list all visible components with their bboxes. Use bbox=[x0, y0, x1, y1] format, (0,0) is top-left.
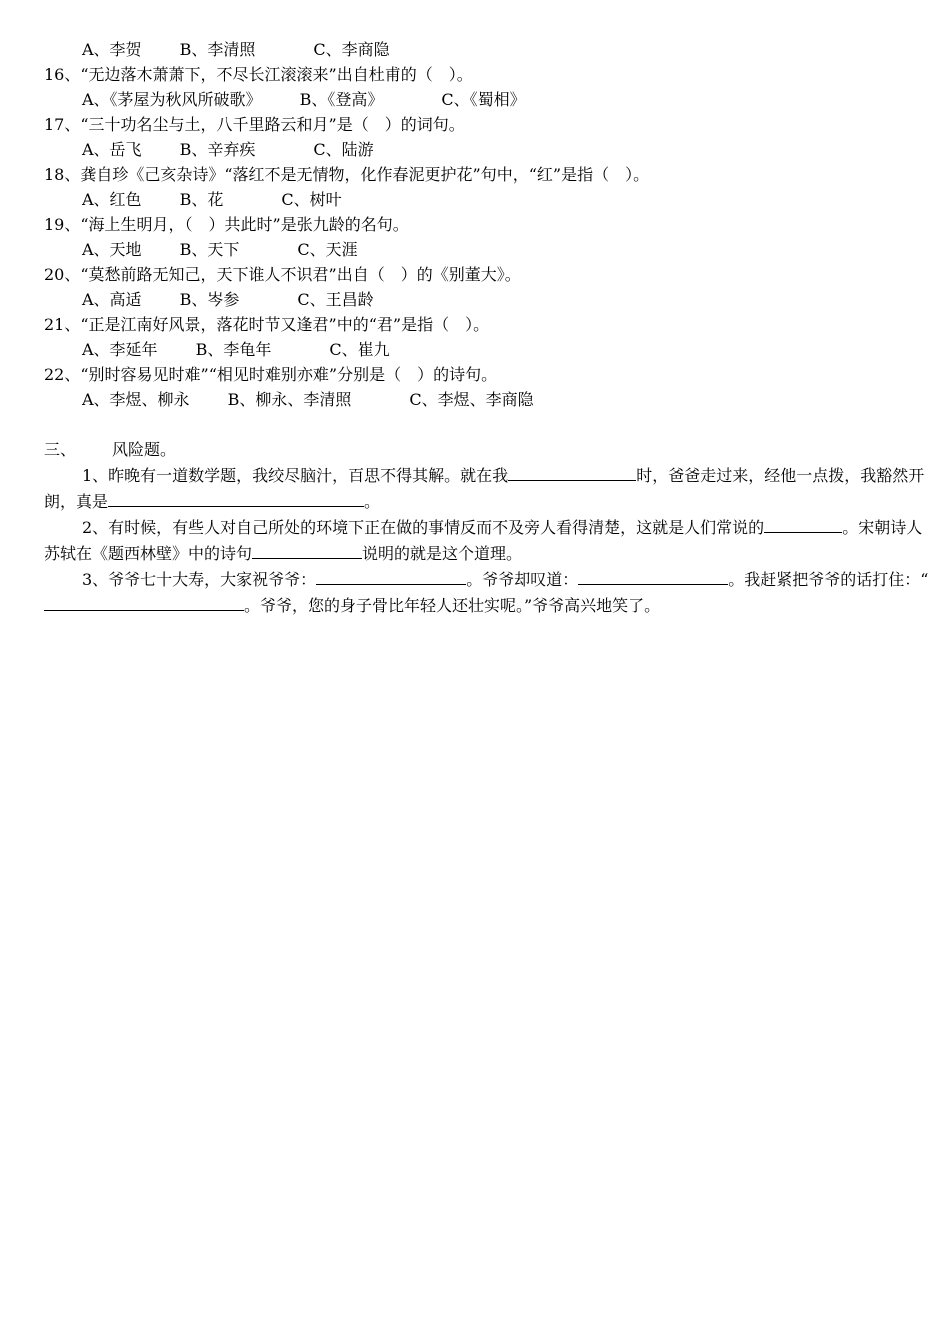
question-18: 18、龚自珍《己亥杂诗》“落红不是无情物，化作春泥更护花”句中，“红”是指（ ）。 bbox=[44, 165, 650, 184]
options-row-15 bbox=[44, 37, 930, 62]
question-20: 20、“莫愁前路无知己，天下谁人不识君”出自（ ）的《别董大》。 bbox=[44, 265, 521, 284]
answer-blank[interactable] bbox=[108, 488, 364, 507]
fill-question-1 bbox=[44, 462, 930, 514]
question-text: 2、有时候，有些人对自己所处的环境下正在做的事情反而不及旁人看得清楚，这就是人们常说的 bbox=[82, 518, 765, 537]
question-text: 。爷爷，您的身子骨比年轻人还壮实呢。”爷爷高兴地笑了。 bbox=[244, 596, 661, 615]
question-text: 3、爷爷七十大寿，大家祝爷爷： bbox=[82, 570, 317, 589]
answer-blank[interactable] bbox=[776, 514, 842, 533]
option-a: A、《茅屋为秋风所破歌》 bbox=[82, 90, 262, 109]
spacer bbox=[44, 412, 930, 437]
option-a: A、岳飞 bbox=[82, 140, 142, 159]
option-c: C、崔九 bbox=[329, 340, 390, 359]
option-b: B、花 bbox=[179, 190, 224, 209]
option-b: B、李清照 bbox=[179, 40, 256, 59]
option-c: C、天涯 bbox=[297, 240, 358, 259]
answer-blank[interactable] bbox=[252, 540, 362, 559]
option-c: C、陆游 bbox=[313, 140, 374, 159]
option-b: B、辛弃疾 bbox=[179, 140, 256, 159]
fill-question-2 bbox=[44, 514, 930, 566]
option-b: B、天下 bbox=[179, 240, 240, 259]
answer-blank[interactable] bbox=[44, 592, 244, 611]
option-b: B、岑参 bbox=[179, 290, 240, 309]
option-c: C、树叶 bbox=[281, 190, 342, 209]
options-row-16 bbox=[44, 87, 930, 112]
section-heading bbox=[44, 437, 930, 462]
question-text: 。 bbox=[364, 492, 381, 511]
fill-question-3 bbox=[44, 566, 930, 618]
options-row-22 bbox=[44, 387, 930, 412]
question-19: 19、“海上生明月，（ ）共此时”是张九龄的名句。 bbox=[44, 215, 409, 234]
options-row-19 bbox=[44, 237, 930, 262]
option-b: B、柳永、李清照 bbox=[227, 390, 352, 409]
question-text: 。我赶紧把爷爷的话打住：“ bbox=[728, 570, 929, 589]
option-b: B、《登高》 bbox=[299, 90, 384, 109]
question-text: 说明的就是这个道理。 bbox=[362, 544, 523, 563]
option-c: C、李煜、李商隐 bbox=[409, 390, 534, 409]
question-16: 16、“无边落木萧萧下，不尽长江滚滚来”出自杜甫的（ ）。 bbox=[44, 65, 473, 84]
option-c: C、《蜀相》 bbox=[441, 90, 526, 109]
option-a: A、李延年 bbox=[82, 340, 158, 359]
answer-blank[interactable] bbox=[316, 566, 466, 585]
option-a: A、天地 bbox=[82, 240, 142, 259]
section-number: 三、 bbox=[44, 440, 77, 459]
option-c: C、王昌龄 bbox=[297, 290, 374, 309]
option-b: B、李龟年 bbox=[195, 340, 272, 359]
answer-blank[interactable] bbox=[578, 566, 640, 585]
question-text: 1、昨晚有一道数学题，我绞尽脑汁，百思不得其解。就在我 bbox=[82, 466, 509, 485]
option-c: C、李商隐 bbox=[313, 40, 390, 59]
answer-blank[interactable] bbox=[640, 566, 728, 585]
options-row-21 bbox=[44, 337, 930, 362]
answer-blank[interactable] bbox=[764, 514, 776, 533]
question-22: 22、“别时容易见时难”“相见时难别亦难”分别是（ ）的诗句。 bbox=[44, 365, 498, 384]
worksheet-page bbox=[44, 37, 930, 618]
answer-blank[interactable] bbox=[508, 462, 636, 481]
options-row-18 bbox=[44, 187, 930, 212]
section-title: 风险题。 bbox=[112, 440, 177, 459]
options-row-17 bbox=[44, 137, 930, 162]
option-a: A、高适 bbox=[82, 290, 142, 309]
option-a: A、红色 bbox=[82, 190, 142, 209]
question-text: 时，爸爸走过来，经他一点拨，我豁然开朗，真是 bbox=[44, 466, 925, 511]
option-a: A、李贺 bbox=[82, 40, 142, 59]
question-text: 。爷爷却叹道： bbox=[466, 570, 579, 589]
options-row-20 bbox=[44, 287, 930, 312]
question-text: 。宋朝诗人苏轼在《题西林壁》中的诗句 bbox=[44, 518, 923, 563]
question-21: 21、“正是江南好风景，落花时节又逢君”中的“君”是指（ ）。 bbox=[44, 315, 490, 334]
question-17: 17、“三十功名尘与土，八千里路云和月”是（ ）的词句。 bbox=[44, 115, 465, 134]
option-a: A、李煜、柳永 bbox=[82, 390, 190, 409]
